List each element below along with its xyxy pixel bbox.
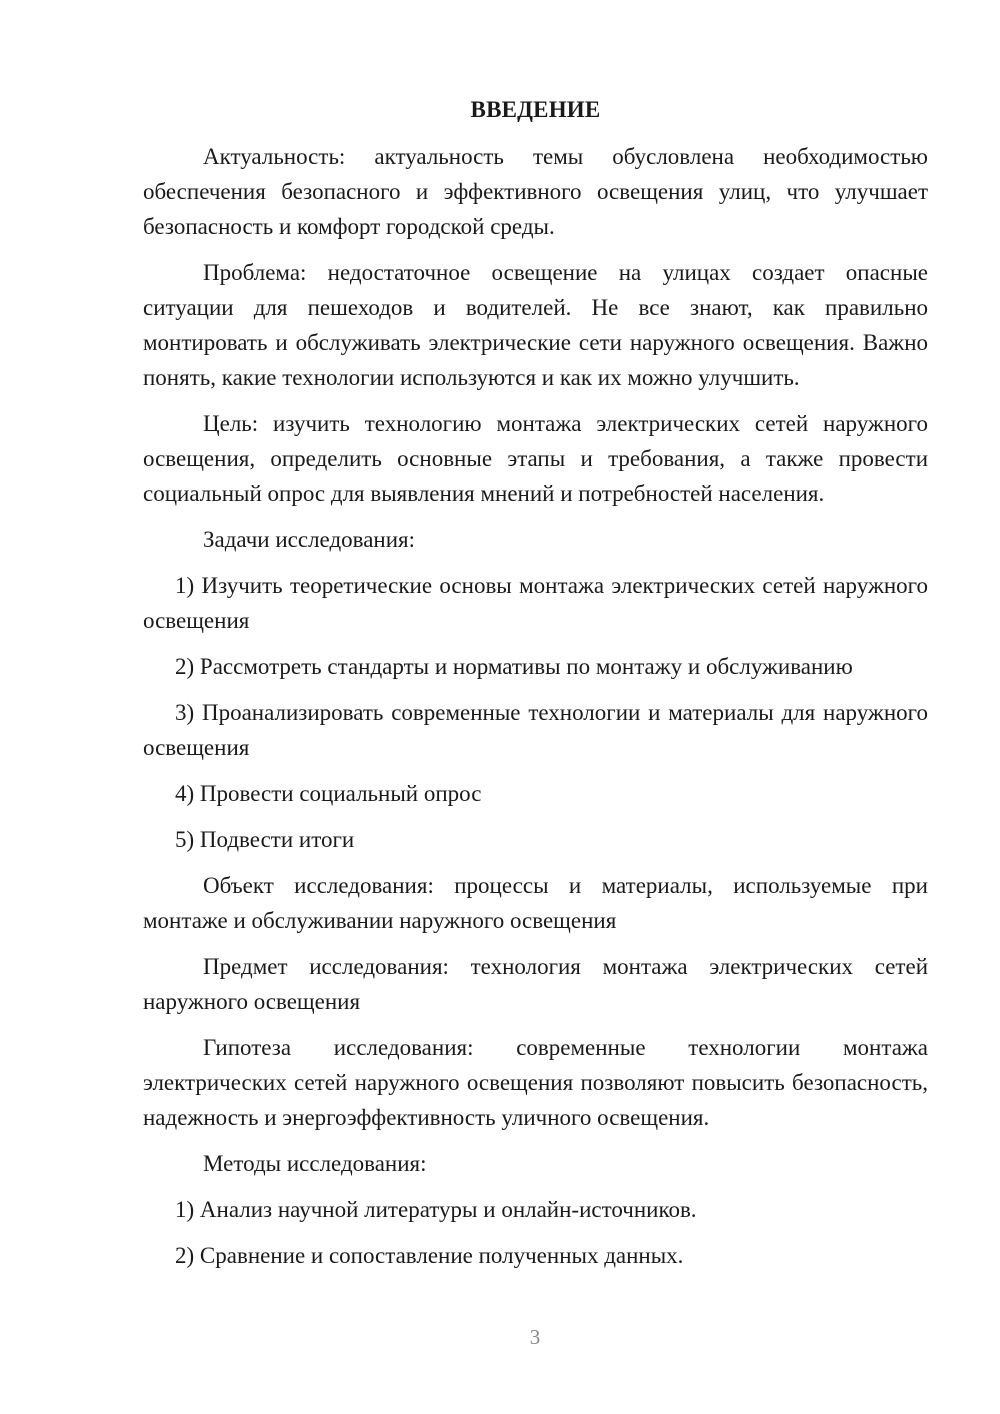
page-number: 3 bbox=[529, 1325, 541, 1349]
subject-paragraph: Предмет исследования: технология монтажа электрических сетей наружного освещения bbox=[143, 954, 928, 1014]
goal-paragraph: Цель: изучить технологию монтажа электрических сетей наружного освещения, определить основные этапы и требования, а также провести социальный опрос для выявления мнений и потребностей населения. bbox=[143, 411, 928, 506]
document-page bbox=[143, 92, 928, 1284]
problem-paragraph: Проблема: недостаточное освещение на улицах создает опасные ситуации для пешеходов и водителей. Не все знают, как правильно монтировать и обслуживать электрические сети наружного освещения. Важно понять, какие технологии используются и как их можно улучшить. bbox=[143, 260, 928, 390]
tasks-title: Задачи исследования: bbox=[203, 527, 416, 552]
method-item-1: 1) Анализ научной литературы и онлайн-источников. bbox=[175, 1197, 697, 1222]
task-item-4: 4) Провести социальный опрос bbox=[175, 781, 482, 806]
methods-title: Методы исследования: bbox=[203, 1151, 427, 1176]
task-item-1: 1) Изучить теоретические основы монтажа электрических сетей наружного освещения bbox=[143, 573, 928, 633]
relevance-paragraph: Актуальность: актуальность темы обусловлена необходимостью обеспечения безопасного и эффективного освещения улиц, что улучшает безопасность и комфорт городской среды. bbox=[143, 144, 928, 239]
method-item-2: 2) Сравнение и сопоставление полученных данных. bbox=[175, 1243, 684, 1268]
page-heading: ВВЕДЕНИЕ bbox=[470, 97, 601, 122]
task-item-5: 5) Подвести итоги bbox=[175, 827, 355, 852]
hypothesis-paragraph: Гипотеза исследования: современные технологии монтажа электрических сетей наружного освещения позволяют повысить безопасность, надежность и энергоэффективность уличного освещения. bbox=[143, 1035, 928, 1130]
task-item-2: 2) Рассмотреть стандарты и нормативы по монтажу и обслуживанию bbox=[175, 654, 853, 679]
task-item-3: 3) Проанализировать современные технологии и материалы для наружного освещения bbox=[143, 700, 928, 760]
object-paragraph: Объект исследования: процессы и материалы, используемые при монтаже и обслуживании наружного освещения bbox=[143, 873, 928, 933]
